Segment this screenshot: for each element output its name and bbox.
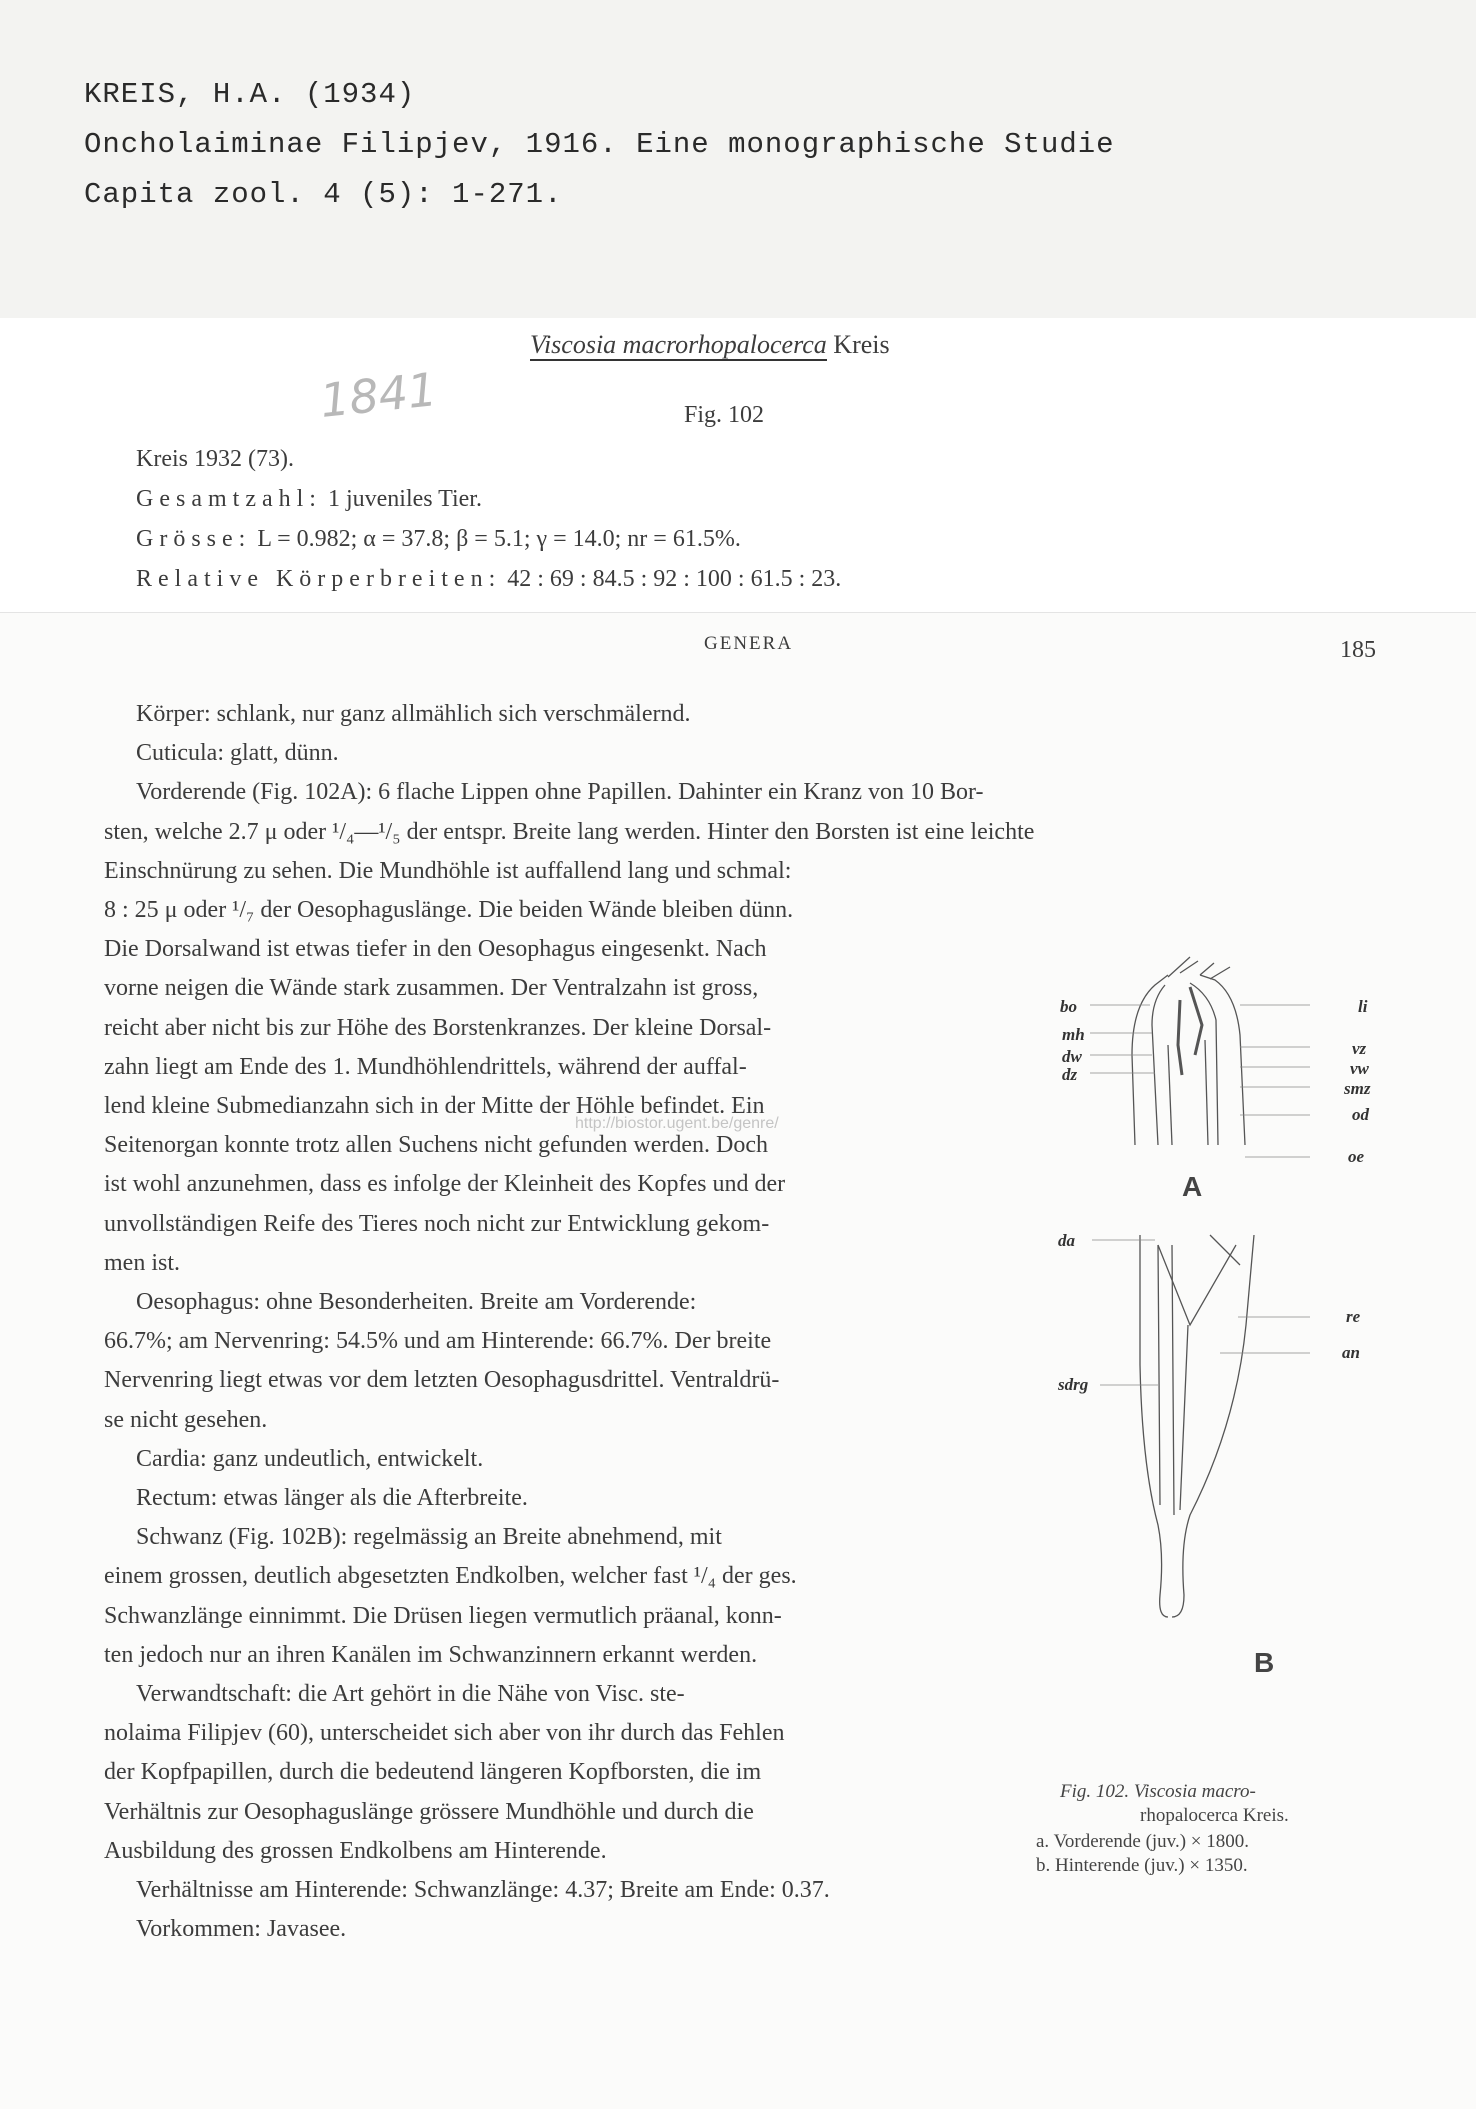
fig-label-mh: mh bbox=[1062, 1025, 1085, 1044]
description-line: ist wohl anzunehmen, dass es infolge der Kleinheit des Kopfes und der bbox=[104, 1171, 786, 1198]
ventral-tooth bbox=[1190, 987, 1202, 1055]
fig-letter-a: A bbox=[1182, 1171, 1203, 1202]
fig-label-bo: bo bbox=[1060, 997, 1077, 1016]
handwritten-number: 1841 bbox=[317, 362, 440, 428]
description-line: Schwanz (Fig. 102B): regelmässig an Breite abnehmend, mit bbox=[136, 1524, 722, 1551]
description-line: Vorderende (Fig. 102A): 6 flache Lippen ohne Papillen. Dahinter ein Kranz von 10 Bor- bbox=[136, 779, 984, 806]
fig-letter-b: B bbox=[1254, 1647, 1275, 1678]
fig-label-vz: vz bbox=[1352, 1039, 1367, 1058]
description-line: Einschnürung zu sehen. Die Mundhöhle ist auffallend lang und schmal: bbox=[104, 857, 792, 884]
description-line: Cardia: ganz undeutlich, entwickelt. bbox=[136, 1445, 484, 1472]
description-line: men ist. bbox=[104, 1249, 180, 1276]
figure-caption-line4: b. Hinterende (juv.) × 1350. bbox=[1036, 1855, 1248, 1876]
species-title bbox=[530, 330, 890, 360]
description-line: Nervenring liegt etwas vor dem letzten Oesophagusdrittel. Ventraldrü- bbox=[104, 1367, 780, 1394]
description-line: se nicht gesehen. bbox=[104, 1406, 268, 1433]
description-line: Verwandtschaft: die Art gehört in die Nähe von Visc. ste- bbox=[136, 1681, 685, 1707]
description-line: unvollständigen Reife des Tieres noch nicht zur Entwicklung gekom- bbox=[104, 1210, 770, 1237]
relative-widths-line bbox=[136, 566, 841, 593]
figure-caption-line1: Fig. 102. Viscosia macro- bbox=[1060, 1781, 1256, 1802]
description-line: sten, welche 2.7 μ oder ¹/₄—¹/₅ der entspr. Breite lang werden. Hinter den Borsten ist eine leichte bbox=[104, 818, 1035, 845]
nematode-figure bbox=[1040, 905, 1340, 1745]
clipping-species-header bbox=[0, 318, 1476, 616]
groesse-line bbox=[136, 526, 741, 553]
fig-label-re: re bbox=[1346, 1307, 1361, 1326]
tail-outline-left bbox=[1140, 1235, 1168, 1617]
gesamtzahl-label: Gesamtzahl: bbox=[136, 486, 322, 512]
groesse-value: L = 0.982; α = 37.8; β = 5.1; γ = 14.0; nr = 61.5%. bbox=[257, 526, 741, 552]
literature-ref: Kreis 1932 (73). bbox=[136, 446, 294, 472]
description-line: Ausbildung des grossen Endkolbens am Hinterende. bbox=[104, 1837, 607, 1864]
bristles bbox=[1168, 957, 1230, 979]
oesophagus-left bbox=[1168, 1045, 1172, 1145]
oesophagus-right bbox=[1205, 1040, 1208, 1145]
head-outline-left bbox=[1132, 975, 1168, 1145]
fig-label-da: da bbox=[1058, 1231, 1075, 1250]
running-head: GENERA bbox=[704, 633, 794, 654]
fig-label-sdrg: sdrg bbox=[1058, 1375, 1089, 1394]
description-line: der Kopfpapillen, durch die bedeutend längeren Kopfborsten, die im bbox=[104, 1759, 762, 1786]
description-line: zahn liegt am Ende des 1. Mundhöhlendrittels, während der auffal- bbox=[104, 1053, 747, 1080]
figure-ref: Fig. 102 bbox=[684, 402, 765, 428]
description-line: lend kleine Submedianzahn sich in der Mitte der Höhle befindet. Ein bbox=[104, 1093, 765, 1119]
description-line: nolaima Filipjev (60), unterscheidet sich aber von ihr durch das Fehlen bbox=[104, 1720, 785, 1747]
fig-label-dz: dz bbox=[1062, 1065, 1078, 1084]
description-line: 66.7%; am Nervenring: 54.5% und am Hinterende: 66.7%. Der breite bbox=[104, 1328, 772, 1355]
description-line: vorne neigen die Wände stark zusammen. Der Ventralzahn ist gross, bbox=[104, 975, 759, 1002]
relative-widths-label: Relative Körperbreiten: bbox=[136, 566, 502, 592]
description-line: Vorkommen: Javasee. bbox=[136, 1916, 347, 1943]
watermark: http://biostor.ugent.be/genre/ bbox=[575, 1115, 779, 1132]
dorsal-wall bbox=[1178, 1000, 1182, 1075]
citation-author-year: KREIS, H.A. (1934) bbox=[84, 78, 416, 111]
relative-widths-value: 42 : 69 : 84.5 : 92 : 100 : 61.5 : 23. bbox=[507, 566, 842, 592]
fig-label-oe: oe bbox=[1348, 1147, 1365, 1166]
description-line: Die Dorsalwand ist etwas tiefer in den Oesophagus eingesenkt. Nach bbox=[104, 936, 767, 963]
gesamtzahl-value: 1 juveniles Tier. bbox=[327, 486, 482, 512]
description-line: Seitenorgan konnte trotz allen Suchens nicht gefunden werden. Doch bbox=[104, 1132, 769, 1159]
gesamtzahl-line bbox=[136, 486, 482, 513]
fig-label-smz: smz bbox=[1344, 1079, 1371, 1098]
citation-journal: Capita zool. 4 (5): 1-271. bbox=[84, 178, 563, 211]
description-line: Cuticula: glatt, dünn. bbox=[136, 740, 339, 767]
figure-caption-line2: rhopalocerca Kreis. bbox=[1140, 1805, 1289, 1826]
description-line: Schwanzlänge einnimmt. Die Drüsen liegen vermutlich präanal, konn- bbox=[104, 1602, 782, 1629]
figure-caption-line3: a. Vorderende (juv.) × 1800. bbox=[1036, 1831, 1249, 1852]
description-line: einem grossen, deutlich abgesetzten Endkolben, welcher fast ¹/₄ der ges. bbox=[104, 1563, 797, 1590]
page-number: 185 bbox=[1340, 637, 1376, 663]
fig-label-an: an bbox=[1342, 1343, 1360, 1362]
citation-title: Oncholaiminae Filipjev, 1916. Eine monographische Studie bbox=[84, 128, 1115, 161]
clipping-description bbox=[0, 612, 1476, 2109]
groesse-label: Grösse: bbox=[136, 526, 252, 552]
species-name: Viscosia macrorhopalocerca bbox=[530, 330, 827, 359]
mouth-cavity-left bbox=[1152, 985, 1165, 1145]
description-line: Verhältnis zur Oesophaguslänge grössere Mundhöhle und durch die bbox=[104, 1798, 754, 1825]
fig-label-li: li bbox=[1358, 997, 1368, 1016]
description-line: Körper: schlank, nur ganz allmählich sich verschmälernd. bbox=[136, 701, 691, 727]
description-line: Oesophagus: ohne Besonderheiten. Breite am Vorderende: bbox=[136, 1289, 697, 1315]
description-line: ten jedoch nur an ihren Kanälen im Schwanzinnern erkannt werden. bbox=[104, 1641, 758, 1668]
description-line: 8 : 25 μ oder ¹/₇ der Oesophaguslänge. Die beiden Wände bleiben dünn. bbox=[104, 897, 794, 923]
fig-label-od: od bbox=[1352, 1105, 1369, 1124]
description-line: Verhältnisse am Hinterende: Schwanzlänge: 4.37; Breite am Ende: 0.37. bbox=[136, 1877, 830, 1903]
rectum bbox=[1158, 1245, 1236, 1325]
description-line: Rectum: etwas länger als die Afterbreite. bbox=[136, 1485, 528, 1511]
description-line: reicht aber nicht bis zur Höhe des Borstenkranzes. Der kleine Dorsal- bbox=[104, 1014, 772, 1041]
fig-label-dw: dw bbox=[1062, 1047, 1082, 1066]
tail-outline-right bbox=[1172, 1235, 1254, 1617]
species-author: Kreis bbox=[833, 330, 890, 359]
mouth-cavity-right bbox=[1190, 983, 1218, 1145]
fig-label-vw: vw bbox=[1350, 1059, 1369, 1078]
